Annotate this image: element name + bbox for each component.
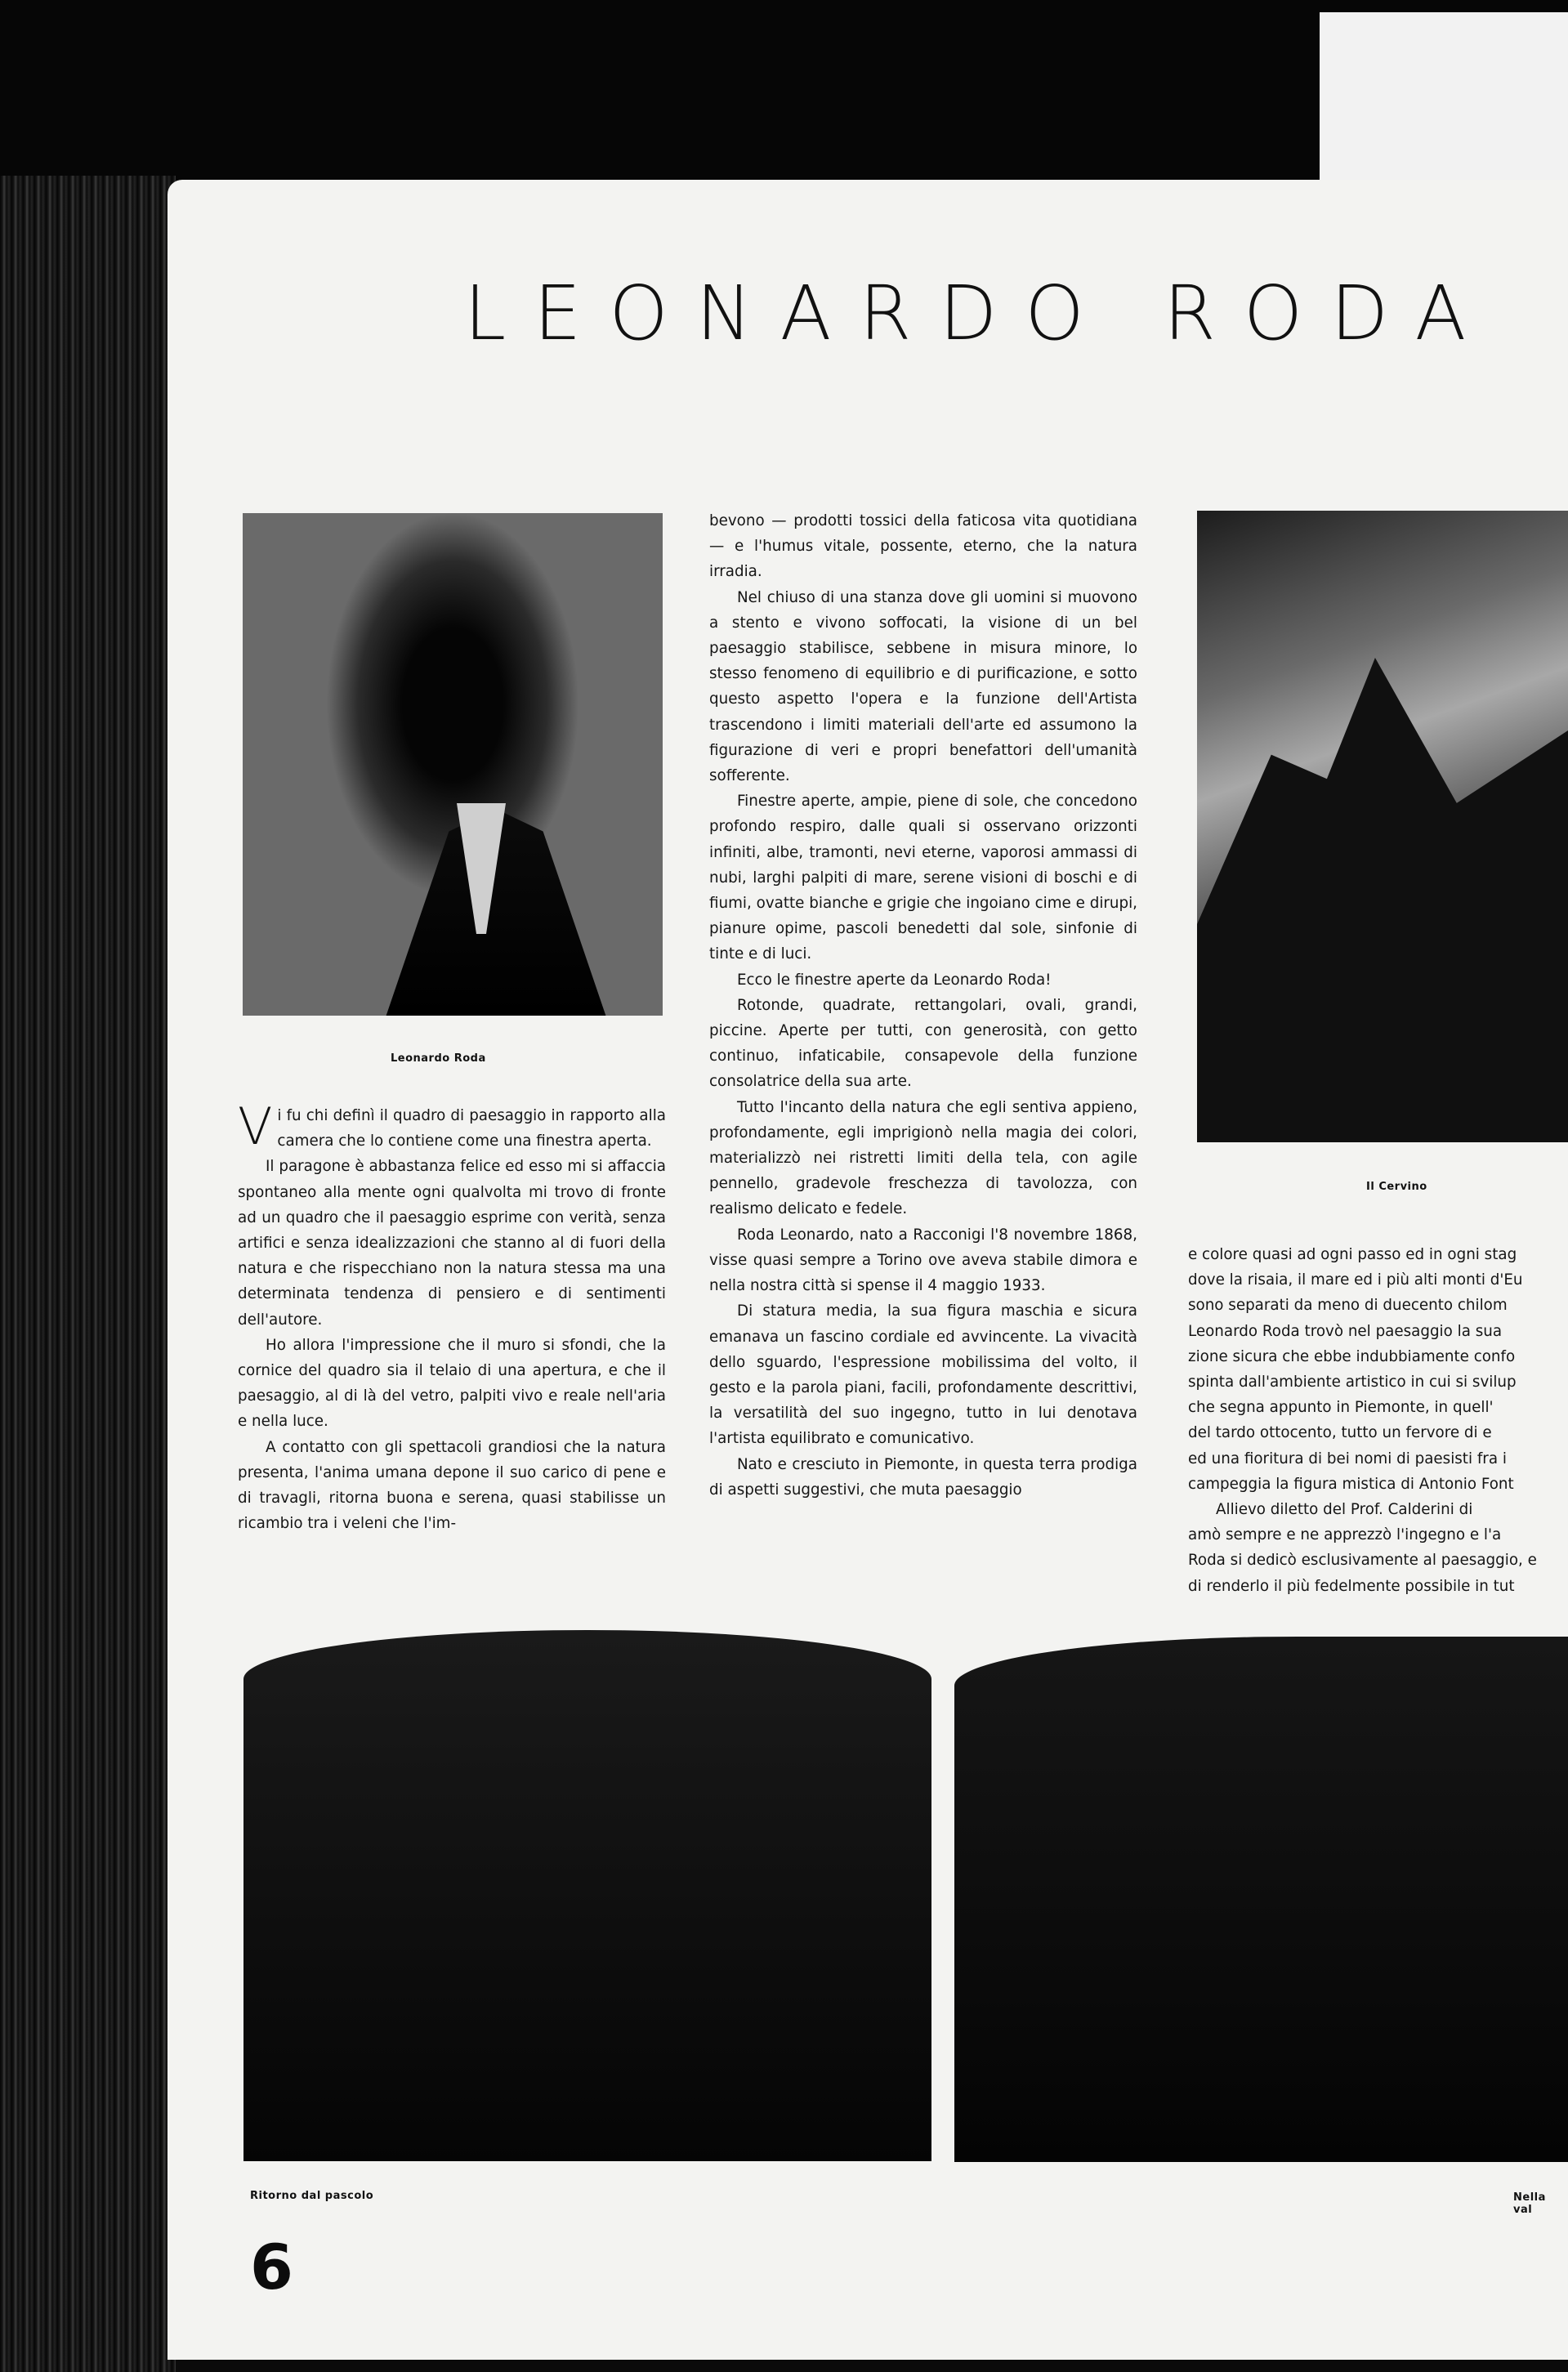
- text-line: amò sempre e ne apprezzò l'ingegno e l'a: [1188, 1526, 1502, 1544]
- text-line: di renderlo il più fedelmente possibile in tut: [1188, 1577, 1515, 1595]
- page-number: 6: [250, 2231, 293, 2303]
- text-line: Roda si dedicò esclusivamente al paesaggio, e: [1188, 1552, 1537, 1570]
- paragraph: bevono — prodotti tossici della faticosa vita quotidiana — e l'humus vitale, possente, eterno, che la natura irradia.: [709, 512, 1137, 581]
- page-title: LEONARDO RODA: [464, 270, 1494, 357]
- text-line: Allievo diletto del Prof. Calderini di: [1216, 1501, 1473, 1519]
- text-column-3: [1188, 1242, 1568, 1599]
- paragraph: Ho allora l'impressione che il muro si sfondi, che la cornice del quadro sia il telaio di una apertura, e che il paesaggio, al di là del vetro, palpiti vivo e reale nell'aria e nella luce.: [238, 1336, 666, 1431]
- paragraph: Di statura media, la sua figura maschia e sicura emanava un fascino cordiale ed avvincente. La vivacità dello sguardo, l'espressione mobilissima del volto, il gesto e la parola piani, facili, profondamente descrittivi, la versatilità del suo ingegno, tutto in lui denotava l'artista equilibrato e comunicativo.: [709, 1302, 1137, 1448]
- paragraph: Ecco le finestre aperte da Leonardo Roda!: [737, 971, 1052, 989]
- paragraph: Rotonde, quadrate, rettangolari, ovali, grandi, piccine. Aperte per tutti, con generosità, con getto continuo, infaticabile, consapevole della funzione consolatrice della sua arte.: [709, 996, 1137, 1091]
- drop-cap: V: [238, 1097, 273, 1156]
- cervino-caption: Il Cervino: [1366, 1181, 1427, 1193]
- pasture-painting-photo: [243, 1630, 931, 2161]
- paragraph: [238, 1097, 666, 1156]
- valley-painting-photo: [954, 1637, 1568, 2162]
- cervino-photo: [1197, 511, 1568, 1142]
- text-line: dove la risaia, il mare ed i più alti monti d'Eu: [1188, 1271, 1523, 1289]
- paragraph: A contatto con gli spettacoli grandiosi che la natura presenta, l'anima umana depone il suo carico di pene e di travagli, ritorna buona e serena, quasi stabilisse un ricambio tra i veleni che l'im-: [238, 1438, 666, 1533]
- text-line: campeggia la figura mistica di Antonio Font: [1188, 1475, 1514, 1493]
- text-line: zione sicura che ebbe indubbiamente confo: [1188, 1347, 1516, 1365]
- text-line: e colore quasi ad ogni passo ed in ogni stag: [1188, 1246, 1517, 1263]
- text-line: ed una fioritura di bei nomi di paesisti fra i: [1188, 1450, 1507, 1467]
- portrait-photo: [243, 513, 663, 1016]
- valley-caption: Nella val: [1513, 2191, 1546, 2216]
- text-line: del tardo ottocento, tutto un fervore di e: [1188, 1424, 1492, 1442]
- text-line: spinta dall'ambiente artistico in cui si svilup: [1188, 1374, 1517, 1391]
- portrait-caption: Leonardo Roda: [391, 1052, 486, 1065]
- text-column-1: [238, 1097, 666, 1536]
- paragraph: Nel chiuso di una stanza dove gli uomini si muovono a stento e vivono soffocati, la visione di un bel paesaggio stabilisce, sebbene in misura minore, lo stesso fenomeno di equilibrio e di purificazione, e sotto questo aspetto l'opera e la funzione dell'Artista trascendono i limiti materiali dell'arte ed assumono la figurazione di veri e propri benefattori dell'umanità sofferente.: [709, 588, 1137, 785]
- paragraph: Il paragone è abbastanza felice ed esso mi si affaccia spontaneo alla mente ogni qualvolta mi trovo di fronte ad un quadro che il paesaggio esprime con verità, senza artifici e senza idealizzazioni che stanno al di fuori della natura e che rispecchiano non la natura stessa ma una determinata tendenza di pensiero e di sentimenti dell'autore.: [238, 1158, 666, 1329]
- mountain-shape: [1197, 658, 1568, 1142]
- text-line: Leonardo Roda trovò nel paesaggio la sua: [1188, 1322, 1503, 1340]
- paragraph-text: i fu chi definì il quadro di paesaggio in rapporto alla camera che lo contiene come una finestra aperta.: [277, 1107, 666, 1150]
- paragraph: Tutto l'incanto della natura che egli sentiva appieno, profondamente, egli imprigionò nella magia dei colori, materializzò nei ristretti limiti della tela, con agile pennello, gradevole freschezza di tavolozza, con realismo delicato e fedele.: [709, 1098, 1137, 1218]
- paragraph: Roda Leonardo, nato a Racconigi l'8 novembre 1868, visse quasi sempre a Torino ove aveva stabile dimora e nella nostra città si spense il 4 maggio 1933.: [709, 1226, 1137, 1295]
- text-line: che segna appunto in Piemonte, in quell': [1188, 1399, 1494, 1417]
- text-column-2: [709, 508, 1137, 1503]
- book-spine: [0, 176, 176, 2372]
- pasture-caption: Ritorno dal pascolo: [250, 2190, 374, 2202]
- paragraph: Nato e cresciuto in Piemonte, in questa terra prodiga di aspetti suggestivi, che muta paesaggio: [709, 1455, 1137, 1499]
- text-line: sono separati da meno di duecento chilom: [1188, 1297, 1508, 1315]
- paragraph: Finestre aperte, ampie, piene di sole, che concedono profondo respiro, dalle quali si osservano orizzonti infiniti, albe, tramonti, nevi eterne, vaporosi ammassi di nubi, larghi palpiti di mare, serene visioni di boschi e di fiumi, ovatte bianche e grigie che ingoiano cime e dirupi, pianure opime, pascoli benedetti dal sole, sinfonie di tinte e di luci.: [709, 793, 1137, 963]
